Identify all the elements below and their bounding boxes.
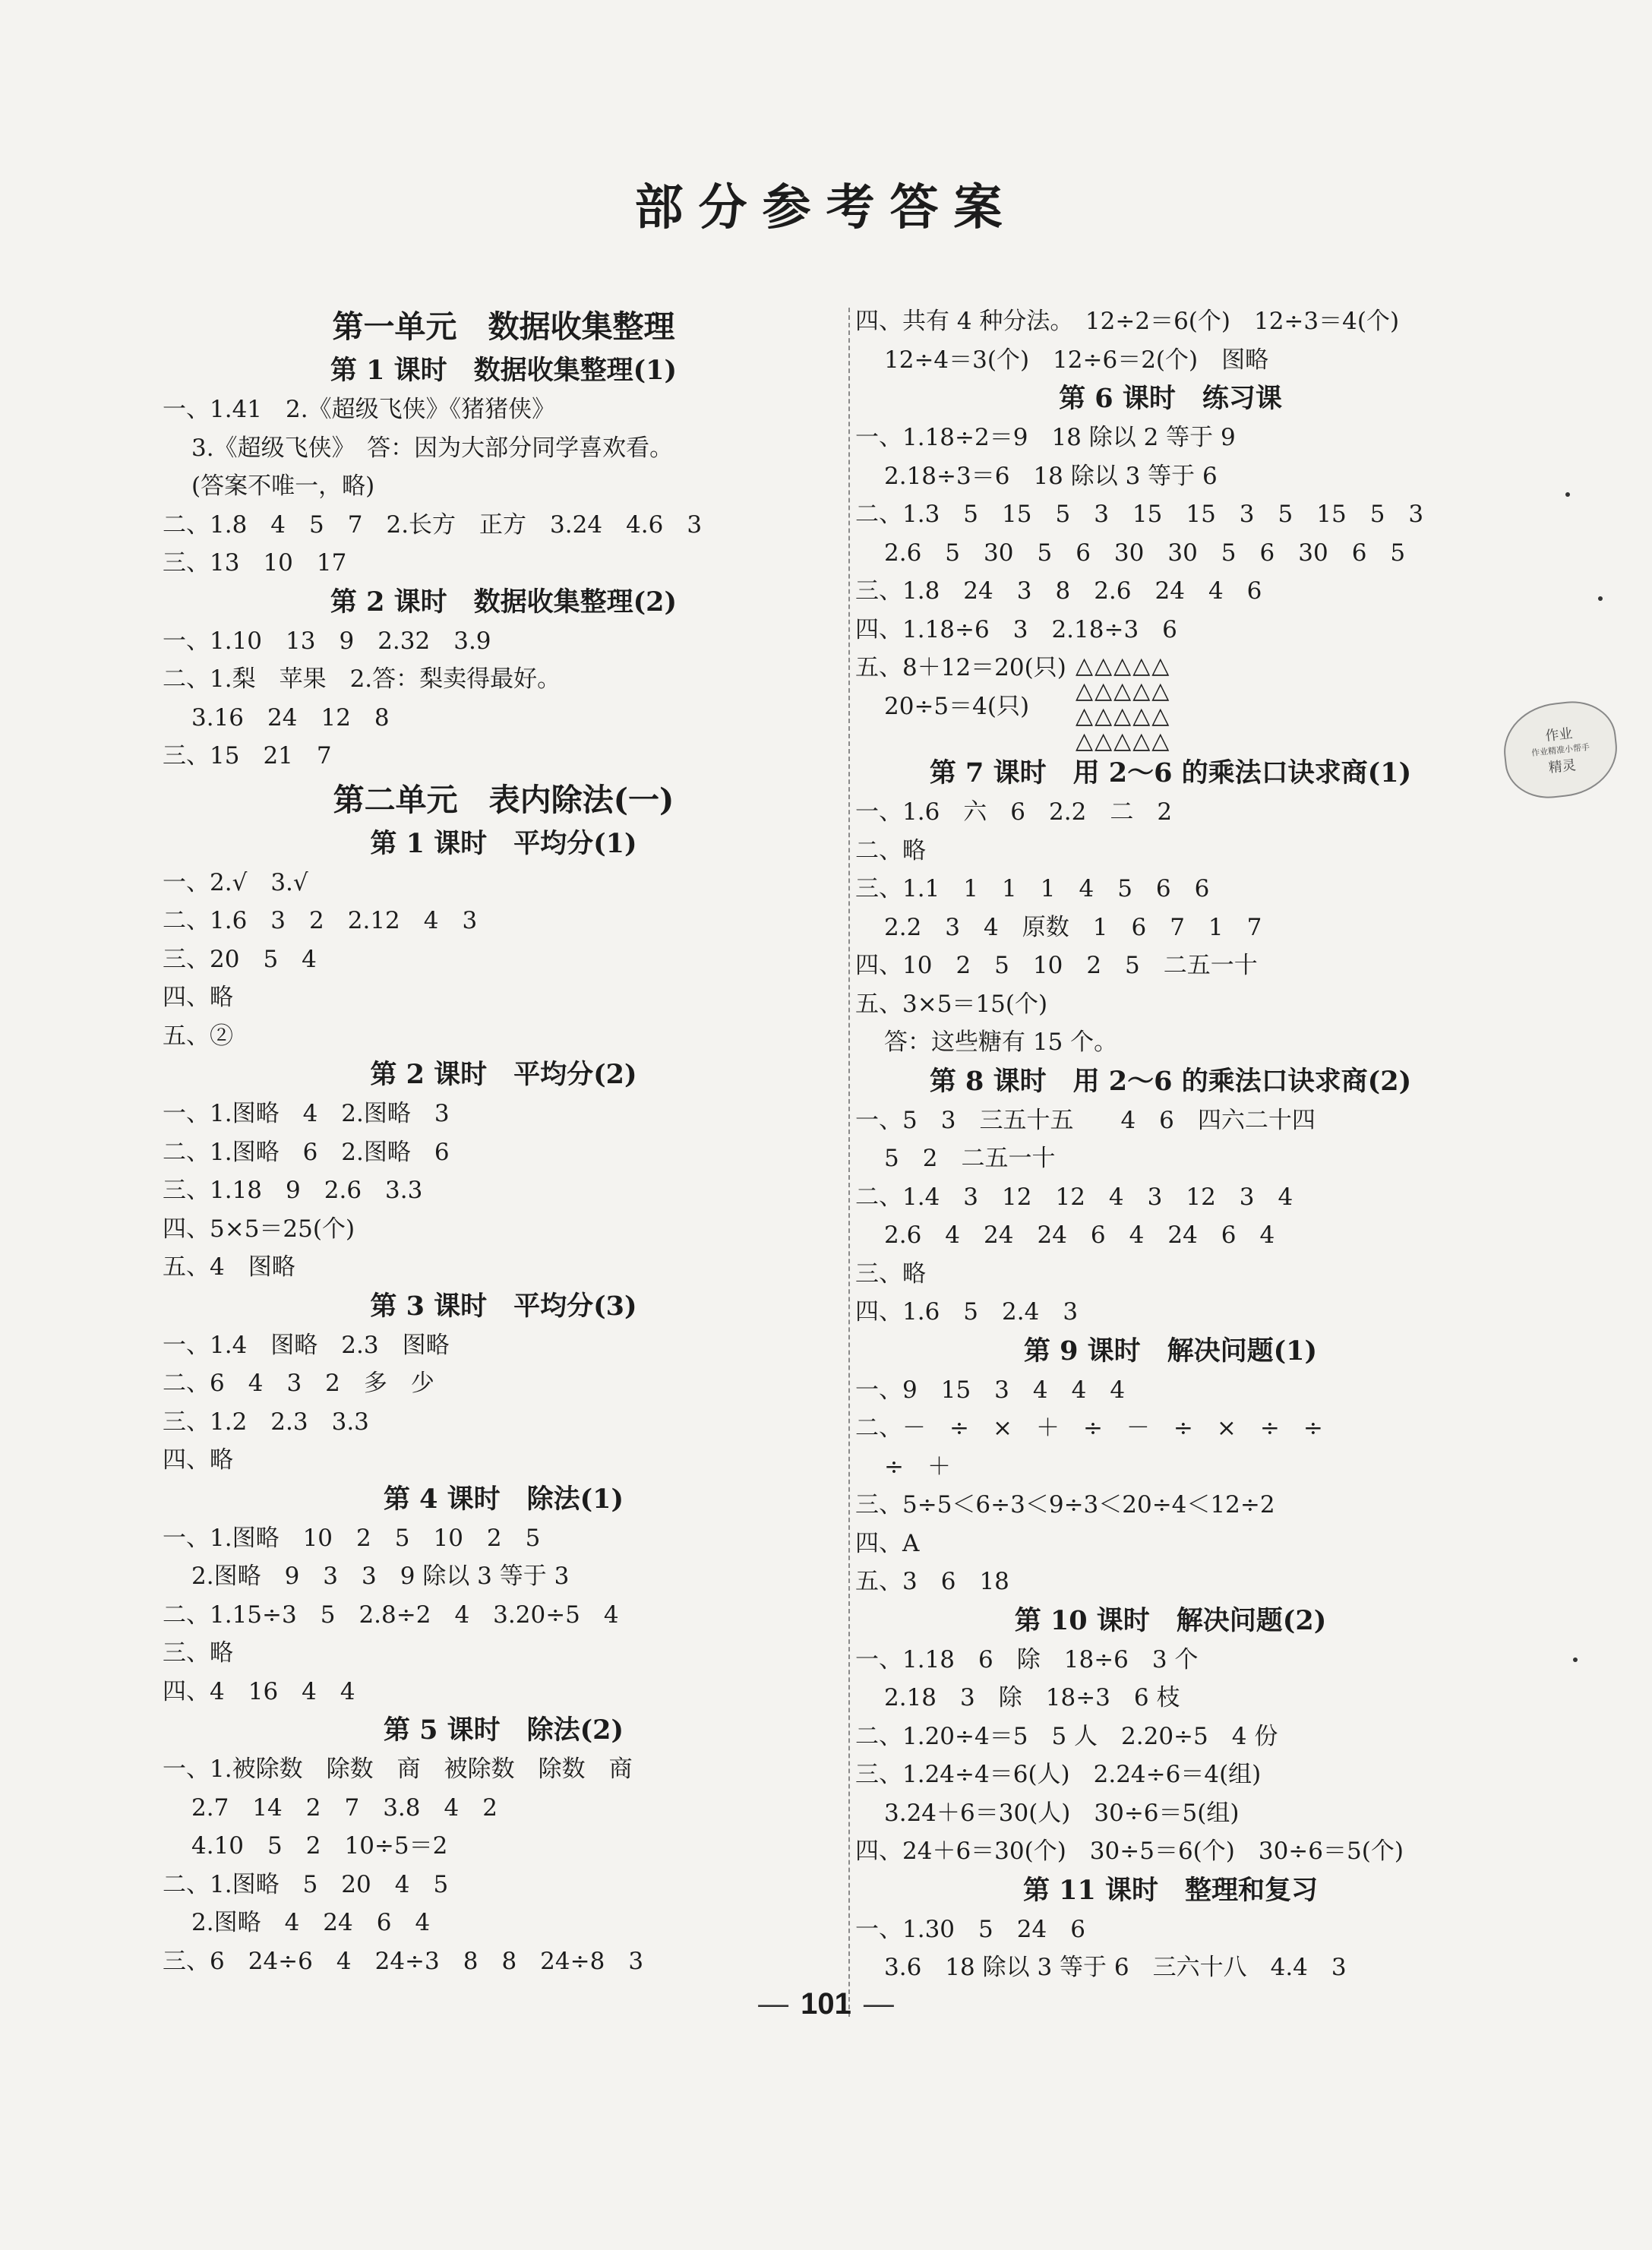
triangle-answer-block (855, 649, 1486, 754)
answer-line: 一、1.41 2.《超级飞侠》《猪猪侠》 (163, 396, 556, 423)
answer-line: 二、1.4 3 12 12 4 3 12 3 4 (855, 1183, 1293, 1211)
answer-line: 一、1.30 5 24 6 (855, 1915, 1085, 1943)
left-column (163, 302, 845, 1980)
answer-line: 二、－ ÷ × ＋ ÷ － ÷ × ÷ ÷ (855, 1414, 1323, 1442)
answer-line: 三、13 10 17 (163, 549, 347, 577)
lesson-heading: 第 1 课时 数据收集整理(1) (330, 355, 678, 386)
answer-line: 2.6 5 30 5 6 30 30 5 6 30 6 5 (884, 539, 1406, 567)
answer-line: 二、6 4 3 2 多 少 (163, 1370, 434, 1397)
answer-line: 答：这些糖有 15 个。 (884, 1029, 1118, 1056)
speck (1598, 596, 1603, 601)
answer-line: 二、1.梨 苹果 2.答：梨卖得最好。 (163, 665, 561, 693)
answer-line: 三、20 5 4 (163, 945, 317, 973)
answer-line: 2.18÷3＝6 18 除以 3 等于 6 (884, 462, 1218, 490)
answer-line: (答案不唯一，略) (191, 472, 375, 500)
lesson-heading: 第 2 课时 平均分(2) (370, 1059, 637, 1090)
answer-line: 五、8＋12＝20(只) (855, 654, 1066, 681)
answer-line: 三、略 (163, 1639, 233, 1667)
answer-line: 三、1.1 1 1 1 4 5 6 6 (855, 875, 1210, 902)
answer-line: 三、1.8 24 3 8 2.6 24 4 6 (855, 577, 1262, 605)
answer-line: 三、1.18 9 2.6 3.3 (163, 1177, 423, 1204)
answer-line: 二、1.15÷3 5 2.8÷2 4 3.20÷5 4 (163, 1601, 619, 1629)
answer-line: 2.图略 9 3 3 9 除以 3 等于 3 (191, 1563, 570, 1590)
lesson-heading: 第 10 课时 解决问题(2) (1014, 1604, 1327, 1636)
answer-line: 一、9 15 3 4 4 4 (855, 1376, 1126, 1404)
lesson-heading: 第 7 课时 用 2～6 的乘法口诀求商(1) (929, 757, 1412, 788)
lesson-heading: 第 11 课时 整理和复习 (1022, 1874, 1319, 1906)
answer-line: 四、1.6 5 2.4 3 (855, 1298, 1079, 1326)
lesson-heading: 第 2 课时 数据收集整理(2) (330, 586, 678, 618)
answer-line: 三、1.2 2.3 3.3 (163, 1408, 369, 1436)
lesson-heading: 第 9 课时 解决问题(1) (1023, 1335, 1318, 1367)
answer-line: ÷ ＋ (884, 1452, 951, 1481)
answer-line: 二、1.8 4 5 7 2.长方 正方 3.24 4.6 3 (163, 510, 703, 539)
answer-line: 一、5 3 三五十五 4 6 四六二十四 (855, 1106, 1316, 1134)
answer-line: 四、10 2 5 10 2 5 二五一十 (855, 952, 1258, 979)
answer-line: 四、共有 4 种分法。 12÷2＝6(个) 12÷3＝4(个) (855, 308, 1400, 335)
watermark-stamp (1499, 697, 1622, 803)
answer-line: 一、1.18÷2＝9 18 除以 2 等于 9 (855, 424, 1236, 451)
answer-line: 一、1.图略 10 2 5 10 2 5 (163, 1524, 541, 1552)
answer-line: 五、3×5＝15(个) (855, 990, 1048, 1018)
unit-heading: 第二单元 表内除法(一) (333, 781, 674, 818)
answer-line: 二、1.20÷4＝5 5 人 2.20÷5 4 份 (855, 1722, 1278, 1750)
answer-line: 二、1.6 3 2 2.12 4 3 (163, 907, 478, 934)
answer-line: 3.24＋6＝30(人) 30÷6＝5(组) (884, 1799, 1240, 1827)
answer-line: 三、15 21 7 (163, 742, 332, 769)
answer-line: 一、2.√ 3.√ (163, 868, 308, 896)
answer-line: 一、1.18 6 除 18÷6 3 个 (855, 1645, 1199, 1673)
answer-line: 五、② (163, 1022, 233, 1050)
stamp-text: 作业精准小帮手 (1530, 742, 1590, 758)
triangle-row: △△△△△ (1076, 728, 1171, 754)
answer-line: 三、1.24÷4＝6(人) 2.24÷6＝4(组) (855, 1761, 1262, 1788)
answer-line: 四、略 (163, 1446, 233, 1474)
lesson-heading: 第 3 课时 平均分(3) (370, 1290, 637, 1322)
lesson-heading: 第 5 课时 除法(2) (383, 1714, 624, 1746)
answer-line: 3.6 18 除以 3 等于 6 三六十八 4.4 3 (884, 1954, 1347, 1981)
answer-line: 2.18 3 除 18÷3 6 枝 (884, 1684, 1180, 1711)
answer-line: 一、1.6 六 6 2.2 二 2 (855, 798, 1173, 826)
answer-line: 12÷4＝3(个) 12÷6＝2(个) 图略 (884, 346, 1269, 374)
answer-line: 四、4 16 4 4 (163, 1677, 355, 1705)
answer-line: 2.2 3 4 原数 1 6 7 1 7 (884, 913, 1262, 941)
stamp-text: 作业 (1544, 725, 1574, 744)
answer-line: 四、5×5＝25(个) (163, 1215, 355, 1243)
answer-line: 一、1.图略 4 2.图略 3 (163, 1100, 450, 1127)
answer-line: 4.10 5 2 10÷5＝2 (191, 1832, 448, 1860)
triangle-row: △△△△△ (1076, 653, 1171, 679)
column-divider (848, 308, 850, 2017)
speck (1573, 1657, 1578, 1662)
triangle-row: △△△△△ (1076, 703, 1171, 729)
answer-line: 三、略 (855, 1259, 926, 1288)
answer-line: 2.图略 4 24 6 4 (191, 1909, 431, 1936)
unit-heading: 第一单元 数据收集整理 (332, 308, 675, 345)
answer-line: 一、1.10 13 9 2.32 3.9 (163, 627, 491, 655)
answer-line: 2.7 14 2 7 3.8 4 2 (191, 1793, 497, 1822)
answer-line: 四、1.18÷6 3 2.18÷3 6 (855, 615, 1177, 643)
answer-line: 二、1.3 5 15 5 3 15 15 3 5 15 5 3 (855, 501, 1424, 528)
answer-line: 二、1.图略 5 20 4 5 (163, 1870, 449, 1898)
answer-line: 20÷5＝4(只) (884, 692, 1030, 720)
answer-line: 五、4 图略 (163, 1253, 295, 1281)
answer-line: 二、1.图略 6 2.图略 6 (163, 1138, 450, 1166)
triangle-row: △△△△△ (1076, 678, 1171, 704)
answer-line: 3.《超级飞侠》 答：因为大部分同学喜欢看。 (191, 434, 674, 462)
answer-line: 5 2 二五一十 (884, 1145, 1056, 1172)
lesson-heading: 第 4 课时 除法(1) (383, 1483, 624, 1515)
page-number: — 101 — (0, 1987, 1652, 2021)
right-column (855, 302, 1486, 1987)
answer-line: 四、24＋6＝30(个) 30÷5＝6(个) 30÷6＝5(个) (855, 1838, 1404, 1865)
answer-line: 一、1.被除数 除数 商 被除数 除数 商 (163, 1755, 633, 1783)
speck (1565, 492, 1570, 497)
answer-line: 三、5÷5＜6÷3＜9÷3＜20÷4＜12÷2 (855, 1491, 1275, 1518)
lesson-heading: 第 1 课时 平均分(1) (370, 827, 637, 859)
answer-line: 五、3 6 18 (855, 1568, 1009, 1595)
lesson-heading: 第 8 课时 用 2～6 的乘法口诀求商(2) (929, 1065, 1412, 1097)
answer-line: 二、略 (855, 836, 926, 864)
answer-line: 2.6 4 24 24 6 4 24 6 4 (884, 1221, 1275, 1249)
answer-line: 三、6 24÷6 4 24÷3 8 8 24÷8 3 (163, 1947, 644, 1975)
answer-line: 四、A (855, 1529, 920, 1557)
answer-line: 一、1.4 图略 2.3 图略 (163, 1331, 450, 1359)
stamp-text: 精灵 (1547, 757, 1577, 776)
lesson-heading: 第 6 课时 练习课 (1059, 383, 1282, 414)
answer-line: 3.16 24 12 8 (191, 703, 390, 732)
answer-line: 四、略 (163, 984, 233, 1011)
triangle-figure (1076, 649, 1170, 754)
page-title: 部分参考答案 (634, 179, 1018, 236)
